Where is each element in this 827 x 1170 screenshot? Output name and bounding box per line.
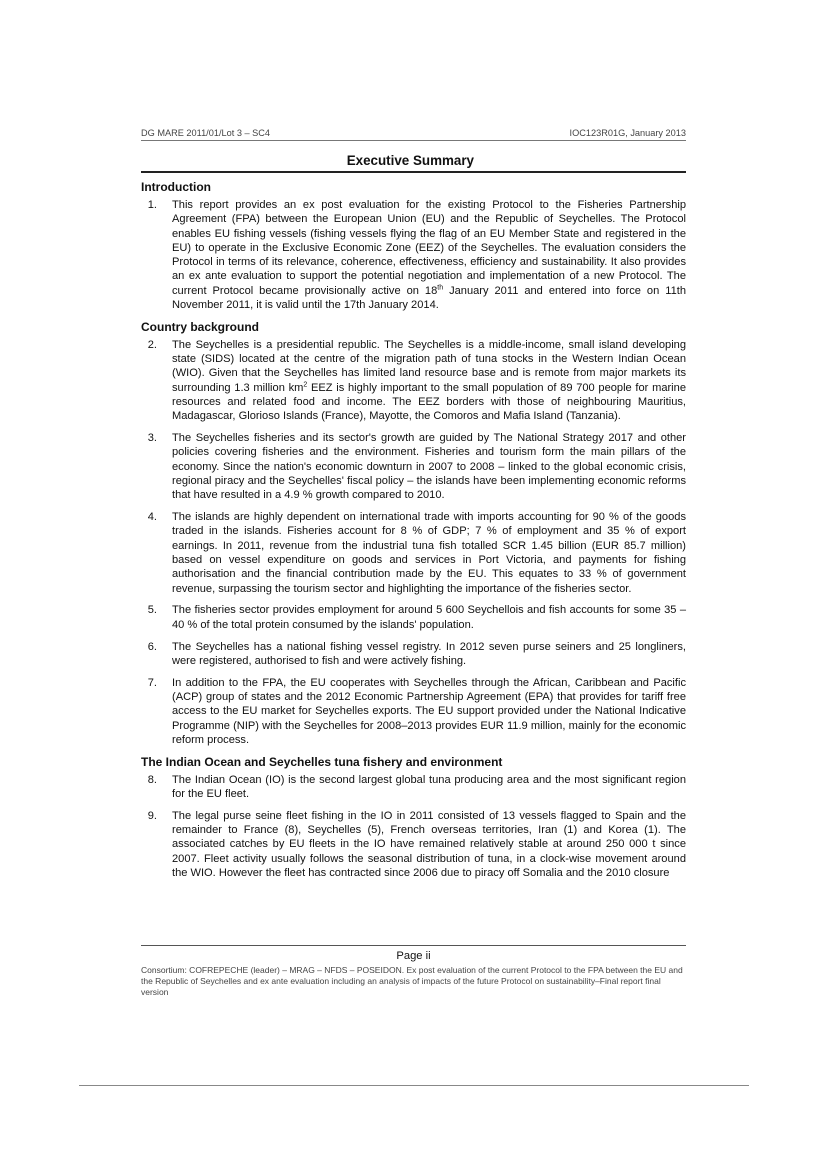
list-item <box>141 338 686 424</box>
paragraph-text <box>172 510 686 596</box>
text-run: January 2011 and entered into force on 11th November 2011, it is valid until the 17th January 2014. <box>172 284 687 312</box>
header-reference: DG MARE 2011/01/Lot 3 – SC4 <box>141 128 271 138</box>
text-run: The Seychelles has a national fishing vessel registry. In 2012 seven purse seiners and 25 longliners, were registered, authorised to fish and were actively fishing. <box>172 640 686 667</box>
page-footer <box>141 945 686 998</box>
paragraph-text <box>172 603 686 632</box>
paragraph-number-label: 4. <box>147 511 157 524</box>
text-run: The islands are highly dependent on international trade with imports accounting for 90 % of the goods traded in the islands. Fisheries account for 8 % of GDP; 7 % of employment and 35 % of export earnings. In 2011, revenue from the industrial tuna fish totalled SCR 1.45 billion (EUR 85.7 million) based on vessel expenditure on goods and services in Port Victoria, and payments for fishing authorisation and the financial contribution made by the EU. This equates to 33 % of government revenue, surpassing the tourism sector and highlighting the importance of the fisheries sector. <box>172 511 686 595</box>
list-item <box>141 603 686 632</box>
numbered-list <box>141 198 686 312</box>
text-run: EEZ is highly important to the small population of 89 700 people for marine resources and related food and income. The EEZ borders with those of neighbouring Mauritius, Madagascar, Glorioso Islands (France), Mayotte, the Comoros and Mafia Island (Tanzania). <box>172 381 686 423</box>
text-run: The Seychelles fisheries and its sector's growth are guided by The National Strategy 2017 and other policies covering fisheries and the environment. Fisheries and tourism form the main pillars of the economy. Since the nation's economic downturn in 2007 to 2008 – linked to the global economic crisis, regional piracy and the Seychelles' fiscal policy – the islands have been implementing economic reforms that have resulted in a 4.9 % growth compared to 2010. <box>172 432 686 502</box>
text-run: In addition to the FPA, the EU cooperates with Seychelles through the African, Caribbean and Pacific (ACP) group of states and the 2012 Economic Partnership Agreement (EPA) that provides for tariff free access to the EU market for Seychelles exports. The EU support provided under the National Indicative Programme (NIP) with the Seychelles for 2008–2013 provides EUR 11.9 million, mainly for the economic reform process. <box>172 676 686 746</box>
list-item <box>141 809 686 880</box>
list-item <box>141 431 686 502</box>
paragraph-text <box>172 198 686 312</box>
running-header <box>141 126 686 140</box>
list-item <box>141 640 686 669</box>
list-item <box>141 773 686 802</box>
paragraph-text <box>172 640 686 669</box>
numbered-list <box>141 773 686 881</box>
paragraph-text <box>172 338 686 424</box>
paragraph-text <box>172 676 686 747</box>
paragraph-number-label: 8. <box>147 773 157 786</box>
paragraph-number-label: 9. <box>147 809 157 822</box>
document-page <box>141 126 686 888</box>
superscript: th <box>437 284 444 292</box>
paragraph-number-label: 1. <box>147 199 157 211</box>
superscript: 2 <box>303 381 308 389</box>
paragraph-number-label: 7. <box>147 676 157 689</box>
text-run: The Indian Ocean (IO) is the second largest global tuna producing area and the most significant region for the EU fleet. <box>172 773 686 800</box>
page-bottom-divider <box>79 1085 749 1086</box>
text-run: The Seychelles is a presidential republic. The Seychelles is a middle-income, small island developing state (SIDS) located at the centre of the migration path of tuna stocks in the Western Indian Ocean (WIO). Given that the Seychelles has limited land resource base and is remote from major markets its surrounding 1.3 million km <box>172 338 686 394</box>
section-heading: Introduction <box>141 180 211 194</box>
paragraph-number-label: 5. <box>147 604 157 617</box>
list-item <box>141 676 686 747</box>
paragraph-number-label: 6. <box>147 640 157 653</box>
paragraph-text <box>172 809 686 880</box>
list-item <box>141 510 686 596</box>
page-number: Page ii <box>396 950 431 962</box>
section-heading: Country background <box>141 319 260 334</box>
text-run: The legal purse seine fleet fishing in the IO in 2011 consisted of 13 vessels flagged to Spain and the remainder to France (8), Seychelles (5), French overseas territories, Iran (1) and Korea (1). The associated catches by EU fleets in the IO have remained relatively stable at around 250 000 t since 2007. Fleet activity usually follows the seasonal distribution of tuna, in a clock-wise movement around the WIO. However the fleet has contracted since 2006 due to piracy off Somalia and the 2010 closure <box>172 809 686 879</box>
text-run: This report provides an ex post evaluation for the existing Protocol to the Fisheries Partnership Agreement (FPA) between the European Union (EU) and the Republic of Seychelles. The Protocol enables EU fishing vessels (fishing vessels flying the flag of an EU Member State and registered in the EU) to operate in the Exclusive Economic Zone (EEZ) of the Seychelles. The evaluation considers the Protocol in terms of its relevance, coherence, effectiveness, efficiency and sustainability. It also provides an ex ante evaluation to support the potential negotiation and implementation of a new Protocol. The current Protocol became provisionally active on 18 <box>172 199 686 297</box>
footer-divider <box>141 945 686 946</box>
paragraph-number-label: 2. <box>147 338 157 351</box>
text-run: The fisheries sector provides employment for around 5 600 Seychellois and fish accounts for some 35 – 40 % of the total protein consumed by the islands' population. <box>172 604 686 631</box>
header-report-code: IOC123R01G, January 2013 <box>569 128 686 138</box>
paragraph-text <box>172 773 686 802</box>
page-title: Executive Summary <box>346 153 474 168</box>
section-heading: The Indian Ocean and Seychelles tuna fishery and environment <box>141 754 503 769</box>
paragraph-text <box>172 431 686 502</box>
list-item <box>141 198 686 312</box>
document-body <box>141 180 686 880</box>
numbered-list <box>141 338 686 747</box>
consortium-note: Consortium: COFREPECHE (leader) – MRAG – NFDS – POSEIDON. Ex post evaluation of the current Protocol to the FPA between the EU and the Republic of Seychelles and ex ante evaluation including an analysis of impacts of the future Protocol on sustainability–Final report final version <box>141 965 683 997</box>
paragraph-number-label: 3. <box>147 432 157 445</box>
title-divider <box>141 171 686 173</box>
header-divider <box>141 140 686 141</box>
